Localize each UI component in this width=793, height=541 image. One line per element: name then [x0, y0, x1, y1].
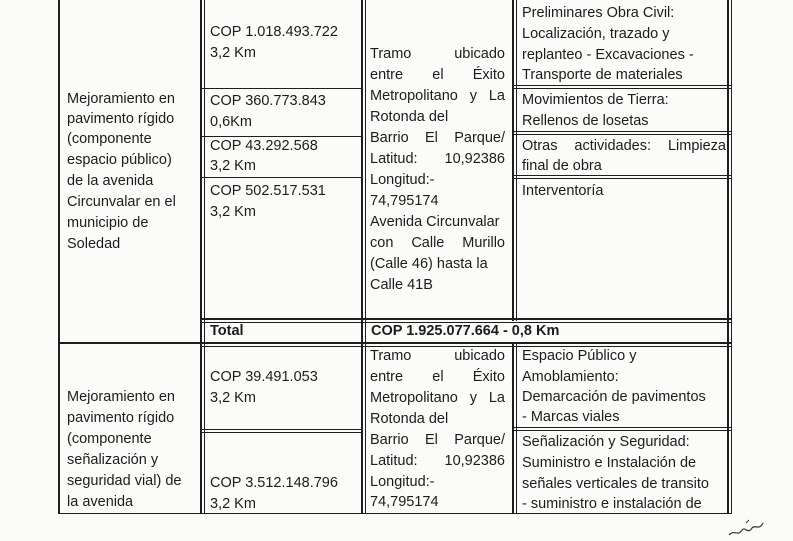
table-border	[512, 344, 514, 514]
table-border	[58, 0, 60, 514]
table-border	[200, 429, 363, 430]
handwritten-mark-icon	[726, 517, 766, 539]
table-border	[512, 178, 731, 179]
table-border	[200, 177, 363, 178]
table-border	[58, 342, 731, 344]
table-border	[512, 88, 731, 89]
table-border	[512, 134, 731, 135]
table-border	[727, 0, 729, 514]
table-border	[204, 0, 205, 514]
table-border	[731, 0, 732, 514]
table-border	[512, 430, 731, 431]
table-border	[516, 0, 517, 321]
table-border	[200, 0, 202, 514]
table-border	[361, 0, 363, 514]
table-border	[512, 0, 514, 321]
table-border	[200, 88, 363, 89]
document-page: Mejoramiento en pavimento rígido (componente espacio público) de la avenida Circunvalar en el municipio de Soledad COP 1.018.493.722 3,2 Km COP 360.773.843 0,6Km COP 43.292.568 3,2 Km COP 502.517.531 3,2 Km Tramo ubicado entre el Éxito Metropolitano y La Rotonda del Barrio El Parque/ Latitud: 10,92386 Longitud:- 74,795174 Avenida Circunvalar con Calle Murillo (Calle 46) hasta la Calle 41B Preliminares Obra Civil: Localización, trazado y replanteo - Excavaciones - Transporte de materiales Movimientos de Tierra: Rellenos de losetas Otras actividades: Limpieza final de obra Interventoría Total COP 1.925.077.664 - 0,8 Km Mejoramiento en pavimento rígido (componente señalización y seguridad vial) de la avenida COP 39.491.053 3,2 Km COP 3.512.148.796 3,2 Km Tramo ubicado entre el Éxito Metropolitano y La Rotonda del Barrio El Parque/ Latitud: 10,92386 Longitud:- 74,795174 Espacio Público y Amoblamiento: Demarcación de pavimentos - Marcas viales Señalización y Seguridad: Suministro e Instalación de señales verticales de transito - suministro e instalación de	[0, 0, 793, 541]
table-border	[200, 432, 363, 433]
total-value: COP 1.925.077.664 - 0,8 Km	[371, 323, 560, 339]
table-border	[365, 0, 366, 514]
total-label: Total	[210, 323, 244, 339]
table-border	[516, 344, 517, 514]
table-border	[200, 318, 731, 320]
